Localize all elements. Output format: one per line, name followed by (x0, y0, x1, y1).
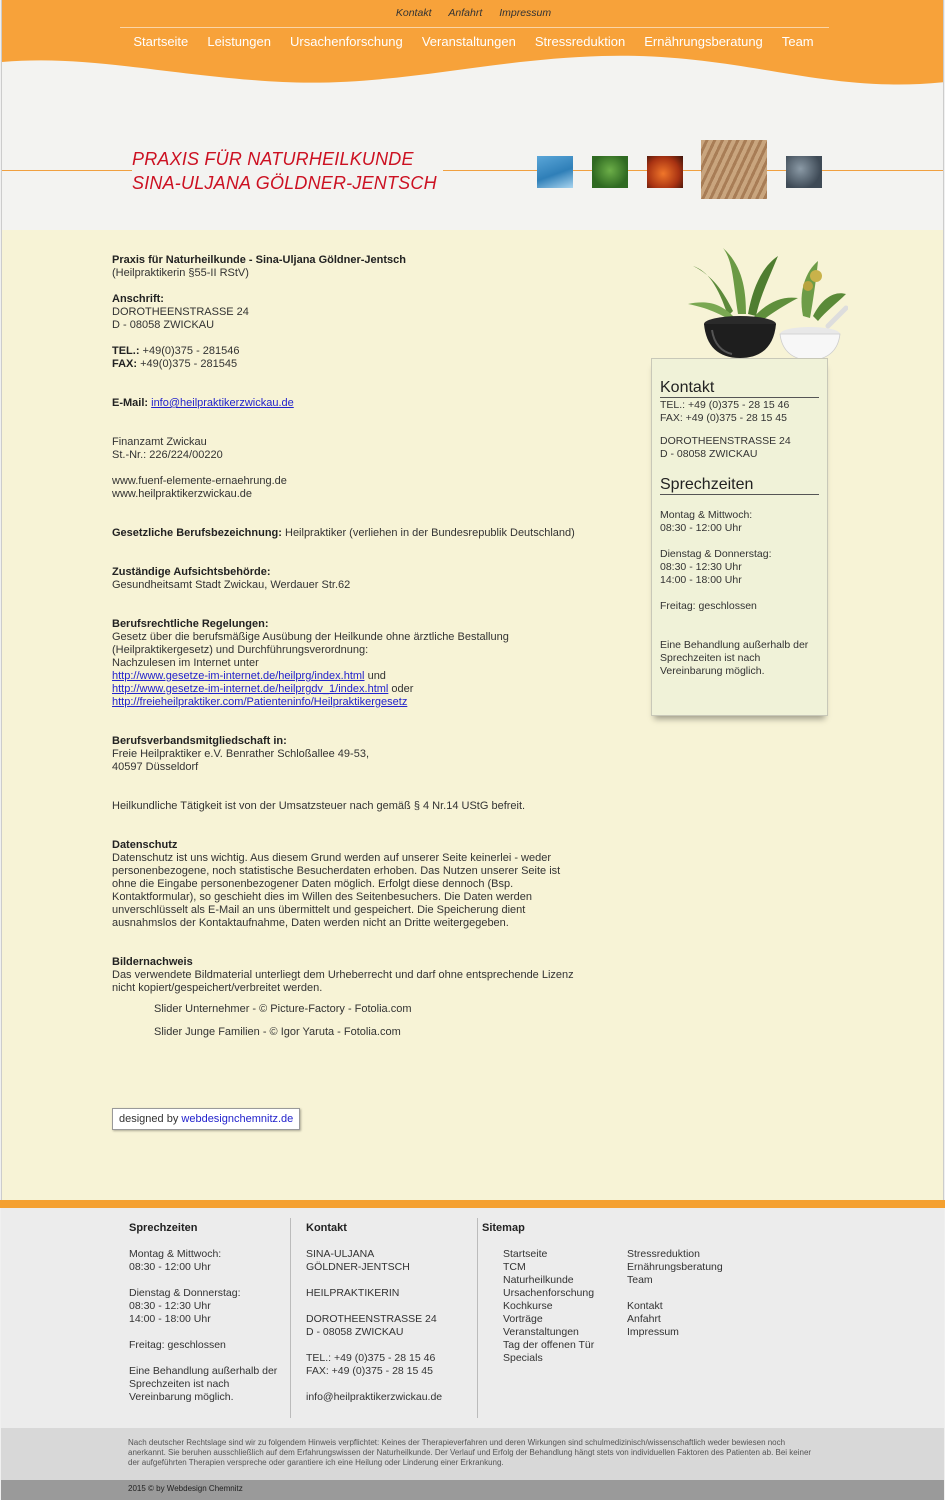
datenschutz-line-4: Kontaktformular), so geschieht dies im Willen des Seitenbesuchers. Die Daten werden (112, 891, 533, 903)
sidebar-note-1: Eine Behandlung außerhalb der (660, 639, 809, 651)
footer-di: Dienstag & Donnerstag: (129, 1287, 241, 1299)
law-link-2[interactable]: http://www.gesetze-im-internet.de/heilprgdv_1/index.html (112, 683, 389, 695)
legal-disclaimer: Nach deutscher Rechtslage sind wir zu folgendem Hinweis verpflichtet: Keines der Therapieverfahren und deren Wirkungen sind schulmedizinisch/wissenschaftlich weder bewiesen noch anerkannt. Sie beruhen ausschließlich auf dem Erfahrungswissen der Naturheilkunde. Der Verlauf und Erfolg der Behandlung hängt stets von individuellen Faktoren des Patienten ab. Bei keiner der aufgeführten Therapien verspreche oder garantiere ich eine Heilung oder Linderung einer Erkrankung. (1, 1428, 944, 1480)
sitemap-stressreduktion[interactable]: Stressreduktion (627, 1248, 700, 1260)
footer (1, 1208, 944, 1428)
footer-note-2: Sprechzeiten ist nach (129, 1378, 230, 1390)
footer-hours-title: Sprechzeiten (129, 1222, 198, 1234)
sitemap-ernaehrungsberatung[interactable]: Ernährungsberatung (627, 1261, 723, 1273)
sidebar-note-3: Vereinbarung möglich. (660, 665, 765, 677)
footer-di-time-2: 14:00 - 18:00 Uhr (129, 1313, 211, 1325)
nav-stressreduktion[interactable]: Stressreduktion (534, 34, 626, 49)
footer-mo-time: 08:30 - 12:00 Uhr (129, 1261, 211, 1273)
footer-di-time-1: 08:30 - 12:30 Uhr (129, 1300, 211, 1312)
datenschutz-line-2: personenbezogene, noch statistische Besucherdaten erhoben. Das Nutzen unserer Seite ist (112, 865, 561, 877)
topnav-anfahrt[interactable]: Anfahrt (448, 7, 483, 19)
footer-col-hours (129, 1222, 289, 1404)
main-nav (2, 34, 944, 49)
water-element-image[interactable] (537, 156, 573, 188)
regeln-line-1: Gesetz über die berufsmäßige Ausübung der Heilkunde ohne ärztliche Bestallung (112, 631, 509, 643)
nav-ursachenforschung[interactable]: Ursachenforschung (290, 34, 403, 49)
address-city: D - 08058 ZWICKAU (112, 319, 215, 331)
aufsicht-label: Zuständige Aufsichtsbehörde: (112, 566, 271, 578)
wood-element-image[interactable] (592, 156, 628, 188)
footer-accent-bar (0, 1200, 945, 1208)
datenschutz-label: Datenschutz (112, 839, 178, 851)
sitemap-startseite[interactable]: Startseite (503, 1248, 548, 1260)
footer-divider-2 (477, 1218, 478, 1418)
sitemap-anfahrt[interactable]: Anfahrt (627, 1313, 661, 1325)
sitemap-spacer (627, 1287, 723, 1300)
sitemap-list-2 (627, 1248, 723, 1339)
sidebar-kontakt-title: Kontakt (660, 379, 819, 398)
topnav-impressum[interactable]: Impressum (499, 7, 552, 19)
metal-element-image[interactable] (786, 156, 822, 188)
fire-element-image[interactable] (647, 156, 683, 188)
brand-line-1: PRAXIS FÜR NATURHEILKUNDE (132, 149, 414, 169)
sitemap-ursachenforschung[interactable]: Ursachenforschung (503, 1287, 595, 1299)
footer-city: D - 08058 ZWICKAU (306, 1326, 404, 1338)
sidebar-street: DOROTHEENSTRASSE 24 (660, 435, 791, 447)
footer-note-3: Vereinbarung möglich. (129, 1391, 234, 1403)
footer-name-1: SINA-ULJANA (306, 1248, 375, 1260)
tel-value: +49(0)375 - 281546 (139, 345, 240, 357)
sidebar-di: Dienstag & Donnerstag: (660, 548, 772, 560)
aufsicht-value: Gesundheitsamt Stadt Zwickau, Werdauer Str.62 (112, 579, 351, 591)
beruf-value: Heilpraktiker (verliehen in der Bundesrepublik Deutschland) (281, 527, 575, 539)
regeln-line-2: (Heilpraktikergesetz) und Durchführungsverordnung: (112, 644, 369, 656)
sidebar-di-time-2: 14:00 - 18:00 Uhr (660, 574, 742, 586)
footer-divider-1 (290, 1218, 291, 1418)
und-text: und (364, 670, 386, 682)
bilder-line-2: nicht kopiert/gespeichert/verbreitet werden. (112, 982, 323, 994)
datenschutz-line-3: ohne die Eingabe personenbezogener Daten möglich. Erfolgt diese dennoch (Bsp. (112, 878, 514, 890)
top-nav (2, 7, 944, 19)
nav-leistungen[interactable]: Leistungen (207, 34, 271, 49)
imprint-subtitle: (Heilpraktikerin §55-II RStV) (112, 267, 249, 279)
regeln-line-3: Nachzulesen im Internet unter (112, 657, 259, 669)
datenschutz-line-6: ausnahmslos der Kontaktaufnahme, Daten werden nicht an Dritte weitergegeben. (112, 917, 509, 929)
image-credit-1: Slider Unternehmer - © Picture-Factory - Fotolia.com (154, 1003, 412, 1015)
sitemap-veranstaltungen[interactable]: Veranstaltungen (503, 1326, 579, 1338)
designed-by-prefix: designed by (119, 1113, 182, 1125)
fax-label: FAX: (112, 358, 138, 370)
sidebar-fr: Freitag: geschlossen (660, 600, 757, 612)
address-street: DOROTHEENSTRASSE 24 (112, 306, 249, 318)
nav-ernaehrungsberatung[interactable]: Ernährungsberatung (644, 34, 763, 49)
bilder-label: Bildernachweis (112, 956, 193, 968)
imprint-text (112, 254, 592, 1039)
brand-title (132, 147, 443, 195)
sitemap-kochkurse[interactable]: Kochkurse (503, 1300, 553, 1312)
footer-job: HEILPRAKTIKERIN (306, 1287, 400, 1299)
herbs-mortar-image (688, 246, 848, 366)
header (1, 0, 944, 230)
sitemap-tcm[interactable]: TCM (503, 1261, 526, 1273)
sidebar-tel: TEL.: +49 (0)375 - 28 15 46 (660, 399, 790, 411)
designed-by-badge (112, 1108, 300, 1130)
law-link-3[interactable]: http://freieheilpraktiker.com/Patienteninfo/Heilpraktikergesetz (112, 696, 408, 708)
datenschutz-line-1: Datenschutz ist uns wichtig. Aus diesem Grund werden auf unserer Seite keinerlei - weder (112, 852, 551, 864)
imprint-title: Praxis für Naturheilkunde - Sina-Uljana Göldner-Jentsch (112, 254, 407, 266)
steuernummer: St.-Nr.: 226/224/00220 (112, 449, 223, 461)
ust-note: Heilkundliche Tätigkeit ist von der Umsatzsteuer nach gemäß § 4 Nr.14 UStG befreit. (112, 800, 526, 812)
footer-mo: Montag & Mittwoch: (129, 1248, 222, 1260)
content-area (1, 230, 944, 1200)
sitemap-vortraege[interactable]: Vorträge (503, 1313, 543, 1325)
footer-fax: FAX: +49 (0)375 - 28 15 45 (306, 1365, 433, 1377)
footer-tel: TEL.: +49 (0)375 - 28 15 46 (306, 1352, 436, 1364)
address-label: Anschrift: (112, 293, 164, 305)
footer-col-sitemap (482, 1222, 682, 1248)
topnav-kontakt[interactable]: Kontakt (395, 7, 432, 19)
sidebar-note-2: Sprechzeiten ist nach (660, 652, 761, 664)
fax-value: +49(0)375 - 281545 (137, 358, 238, 370)
sitemap-naturheilkunde[interactable]: Naturheilkunde (503, 1274, 574, 1286)
footer-sitemap-title: Sitemap (482, 1222, 525, 1234)
oder-text: oder (388, 683, 414, 695)
tel-label: TEL.: (112, 345, 140, 357)
sitemap-list-1 (503, 1248, 594, 1365)
sitemap-team[interactable]: Team (627, 1274, 653, 1286)
sidebar-contact-box (651, 358, 828, 716)
copyright-bar (1, 1480, 944, 1500)
designer-link[interactable]: webdesignchemnitz.de (181, 1113, 294, 1125)
website-2: www.heilpraktikerzwickau.de (112, 488, 252, 500)
earth-element-image[interactable] (701, 140, 767, 199)
sidebar-fax: FAX: +49 (0)375 - 28 15 45 (660, 412, 787, 424)
nav-veranstaltungen[interactable]: Veranstaltungen (421, 34, 516, 49)
image-credit-2: Slider Junge Familien - © Igor Yaruta - Fotolia.com (154, 1026, 401, 1038)
footer-email[interactable]: info@heilpraktikerzwickau.de (306, 1391, 443, 1403)
sitemap-kontakt[interactable]: Kontakt (627, 1300, 663, 1312)
sidebar-city: D - 08058 ZWICKAU (660, 448, 758, 460)
footer-col-contact (306, 1222, 476, 1404)
copyright-text: 2015 © by Webdesign Chemnitz (128, 1484, 243, 1493)
verband-line-1: Freie Heilpraktiker e.V. Benrather Schloßallee 49-53, (112, 748, 370, 760)
beruf-label: Gesetzliche Berufsbezeichnung: (112, 527, 282, 539)
bilder-line-1: Das verwendete Bildmaterial unterliegt dem Urheberrecht und darf ohne entsprechende Lizenz (112, 969, 574, 981)
email-link[interactable]: info@heilpraktikerzwickau.de (151, 397, 294, 409)
footer-name-2: GÖLDNER-JENTSCH (306, 1261, 410, 1273)
footer-fr: Freitag: geschlossen (129, 1339, 226, 1351)
sitemap-tag-der-offenen-tuer[interactable]: Tag der offenen Tür (503, 1339, 595, 1351)
sidebar-di-time-1: 08:30 - 12:30 Uhr (660, 561, 742, 573)
sitemap-specials[interactable]: Specials (503, 1352, 543, 1364)
regeln-label: Berufsrechtliche Regelungen: (112, 618, 269, 630)
finanzamt: Finanzamt Zwickau (112, 436, 207, 448)
sitemap-impressum[interactable]: Impressum (627, 1326, 679, 1338)
verband-label: Berufsverbandsmitgliedschaft in: (112, 735, 287, 747)
sidebar-mo: Montag & Mittwoch: (660, 509, 753, 521)
nav-startseite[interactable]: Startseite (133, 34, 189, 49)
website-1: www.fuenf-elemente-ernaehrung.de (112, 475, 287, 487)
sidebar-mo-time: 08:30 - 12:00 Uhr (660, 522, 742, 534)
footer-contact-title: Kontakt (306, 1222, 347, 1234)
brand-line-2: SINA-ULJANA GÖLDNER-JENTSCH (132, 173, 437, 193)
email-label: E-Mail: (112, 397, 149, 409)
verband-line-2: 40597 Düsseldorf (112, 761, 199, 773)
nav-divider (120, 27, 829, 28)
datenschutz-line-5: unverschlüsselt als E-Mail an uns übermittelt und gespeichert. Die Speicherung dient (112, 904, 526, 916)
nav-team[interactable]: Team (781, 34, 814, 49)
sidebar-zeiten-title: Sprechzeiten (660, 476, 819, 495)
law-link-1[interactable]: http://www.gesetze-im-internet.de/heilprg/index.html (112, 670, 365, 682)
footer-street: DOROTHEENSTRASSE 24 (306, 1313, 437, 1325)
footer-note-1: Eine Behandlung außerhalb der (129, 1365, 278, 1377)
